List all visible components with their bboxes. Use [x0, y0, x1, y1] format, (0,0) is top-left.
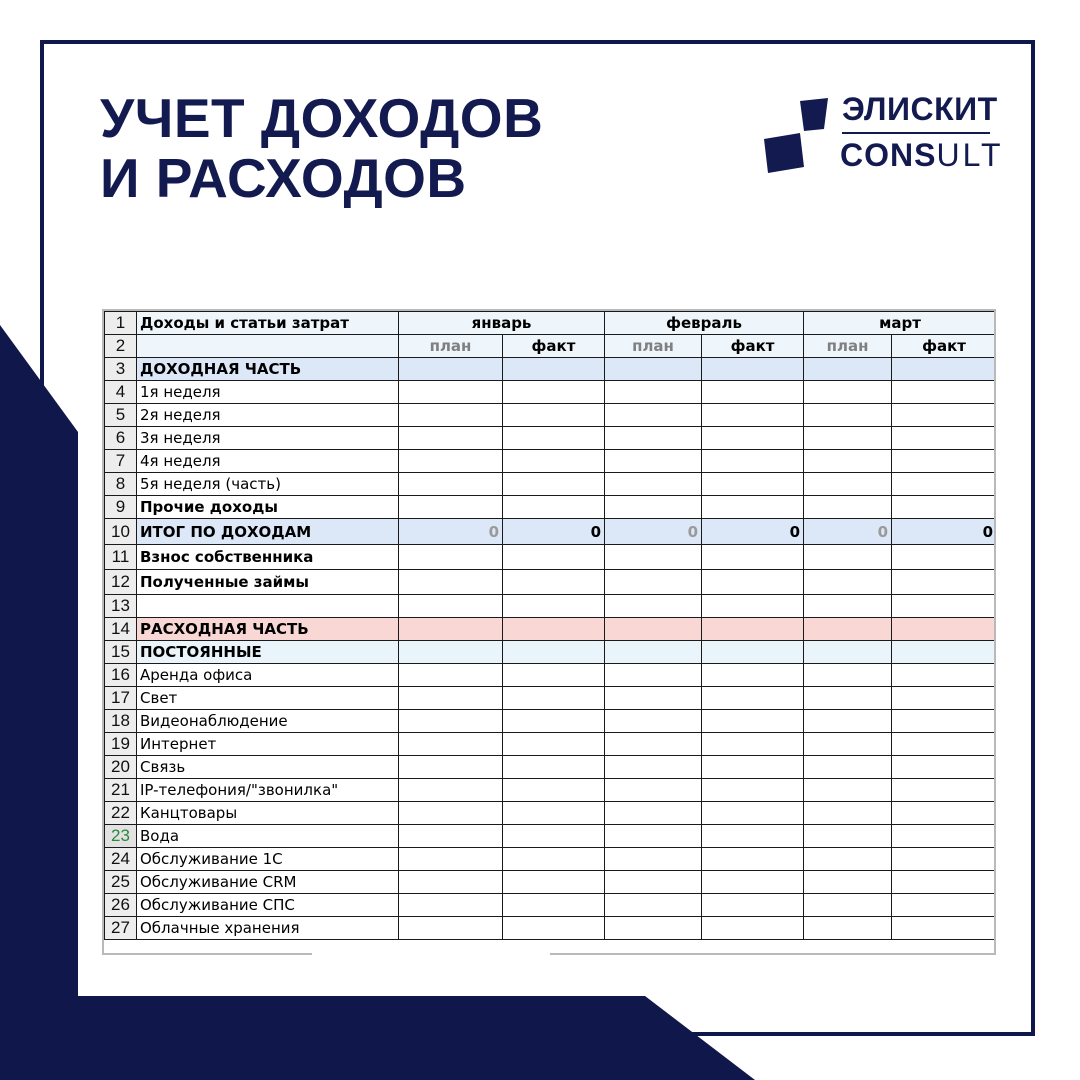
cell[interactable] [804, 779, 892, 802]
row-label[interactable]: 1я неделя [137, 381, 399, 404]
row-header[interactable]: 17 [105, 687, 137, 710]
cell[interactable] [503, 496, 605, 519]
row-header[interactable]: 12 [105, 570, 137, 595]
cell[interactable] [503, 664, 605, 687]
cell[interactable] [399, 450, 503, 473]
cell[interactable] [702, 894, 804, 917]
cell[interactable] [702, 570, 804, 595]
row-header[interactable]: 1 [105, 312, 137, 335]
cell[interactable] [892, 917, 996, 940]
cell[interactable] [503, 381, 605, 404]
table-row [105, 496, 997, 519]
cell[interactable] [892, 687, 996, 710]
table-row [105, 570, 997, 595]
row-header[interactable]: 22 [105, 802, 137, 825]
cell[interactable] [804, 710, 892, 733]
table-row [105, 710, 997, 733]
cell[interactable] [804, 756, 892, 779]
row-header[interactable]: 2 [105, 335, 137, 358]
row-label[interactable]: Облачные хранения [137, 917, 399, 940]
cell[interactable] [399, 710, 503, 733]
cell[interactable] [399, 894, 503, 917]
row-label[interactable]: Свет [137, 687, 399, 710]
cell[interactable] [892, 848, 996, 871]
table-row [105, 312, 997, 335]
cell[interactable] [605, 618, 702, 641]
cell[interactable] [702, 618, 804, 641]
cell[interactable] [605, 756, 702, 779]
cell[interactable] [503, 825, 605, 848]
cell[interactable] [399, 358, 503, 381]
cell[interactable] [804, 595, 892, 618]
row-header[interactable]: 8 [105, 473, 137, 496]
cell[interactable] [804, 473, 892, 496]
cell[interactable] [702, 427, 804, 450]
budget-table [104, 311, 996, 940]
cell[interactable] [804, 570, 892, 595]
cell[interactable] [605, 779, 702, 802]
cell[interactable] [503, 427, 605, 450]
cell[interactable] [137, 335, 399, 358]
row-label[interactable]: Обслуживание 1С [137, 848, 399, 871]
cell[interactable] [503, 848, 605, 871]
row-label[interactable]: 4я неделя [137, 450, 399, 473]
cell[interactable] [892, 570, 996, 595]
row-label[interactable]: Обслуживание CRM [137, 871, 399, 894]
plan-header[interactable]: план [605, 335, 702, 358]
cell[interactable] [399, 756, 503, 779]
table-row [105, 756, 997, 779]
row-header[interactable]: 21 [105, 779, 137, 802]
cell[interactable] [892, 427, 996, 450]
cell[interactable] [605, 641, 702, 664]
table-row [105, 519, 997, 545]
cell[interactable] [702, 496, 804, 519]
cell[interactable] [399, 848, 503, 871]
cell[interactable] [399, 871, 503, 894]
cell[interactable] [399, 641, 503, 664]
total-value-cell[interactable]: 0 [399, 519, 503, 545]
table-row [105, 894, 997, 917]
logo-mark-icon [760, 95, 830, 173]
row-label[interactable]: 5я неделя (часть) [137, 473, 399, 496]
row-label[interactable]: Видеонаблюдение [137, 710, 399, 733]
row-label[interactable]: Прочие доходы [137, 496, 399, 519]
cell[interactable] [399, 404, 503, 427]
row-header[interactable]: 10 [105, 519, 137, 545]
cell[interactable] [892, 756, 996, 779]
logo-text-bold: CONS [840, 137, 937, 173]
page-title-line2: И РАСХОДОВ [100, 147, 467, 209]
cell[interactable] [702, 450, 804, 473]
page-title-line1: УЧЕТ ДОХОДОВ [100, 87, 544, 149]
total-value-cell[interactable]: 0 [503, 519, 605, 545]
row-label[interactable]: Полученные займы [137, 570, 399, 595]
row-label[interactable]: Обслуживание СПС [137, 894, 399, 917]
row-header[interactable]: 7 [105, 450, 137, 473]
cell[interactable] [503, 545, 605, 570]
cell[interactable] [804, 848, 892, 871]
cell[interactable] [503, 595, 605, 618]
cell[interactable] [605, 496, 702, 519]
cell[interactable] [702, 756, 804, 779]
cell[interactable] [804, 641, 892, 664]
cell[interactable] [702, 664, 804, 687]
total-value-cell[interactable]: 0 [702, 519, 804, 545]
plan-header[interactable]: план [399, 335, 503, 358]
cell[interactable] [605, 473, 702, 496]
cell[interactable] [399, 595, 503, 618]
cell[interactable] [503, 450, 605, 473]
row-label[interactable]: Вода [137, 825, 399, 848]
cell[interactable] [892, 825, 996, 848]
cell[interactable] [804, 358, 892, 381]
company-logo [760, 91, 1004, 175]
cell[interactable] [892, 496, 996, 519]
table-row [105, 545, 997, 570]
cell[interactable] [702, 871, 804, 894]
cell[interactable] [702, 848, 804, 871]
total-value-cell[interactable]: 0 [605, 519, 702, 545]
cell[interactable] [892, 381, 996, 404]
row-header[interactable]: 20 [105, 756, 137, 779]
sheet-edge-gap [312, 951, 550, 955]
cell[interactable] [503, 641, 605, 664]
cell[interactable] [399, 427, 503, 450]
fact-header[interactable]: факт [892, 335, 996, 358]
cell[interactable] [605, 427, 702, 450]
cell[interactable] [804, 450, 892, 473]
cell[interactable] [804, 545, 892, 570]
cell[interactable] [503, 570, 605, 595]
cell[interactable] [399, 917, 503, 940]
row-label[interactable]: Канцтовары [137, 802, 399, 825]
cell[interactable] [399, 496, 503, 519]
cell[interactable] [804, 733, 892, 756]
cell[interactable] [503, 473, 605, 496]
table-row [105, 618, 997, 641]
total-value-cell[interactable]: 0 [804, 519, 892, 545]
cell[interactable] [605, 450, 702, 473]
cell[interactable] [399, 618, 503, 641]
cell[interactable] [892, 473, 996, 496]
cell[interactable] [605, 894, 702, 917]
cell[interactable] [892, 450, 996, 473]
cell[interactable] [702, 802, 804, 825]
cell[interactable] [892, 358, 996, 381]
cell[interactable] [605, 595, 702, 618]
cell[interactable] [503, 710, 605, 733]
row-header[interactable]: 3 [105, 358, 137, 381]
row-label[interactable] [137, 595, 399, 618]
cell[interactable] [605, 733, 702, 756]
row-header[interactable]: 25 [105, 871, 137, 894]
cell[interactable] [804, 825, 892, 848]
cell[interactable] [892, 802, 996, 825]
cell[interactable] [605, 710, 702, 733]
cell[interactable] [399, 664, 503, 687]
cell[interactable] [503, 802, 605, 825]
cell[interactable] [804, 871, 892, 894]
cell[interactable] [399, 825, 503, 848]
cell[interactable] [503, 733, 605, 756]
cell[interactable] [399, 687, 503, 710]
table-row [105, 335, 997, 358]
plan-header[interactable]: план [804, 335, 892, 358]
cell[interactable] [892, 595, 996, 618]
cell[interactable] [804, 427, 892, 450]
row-label[interactable]: Аренда офиса [137, 664, 399, 687]
table-row [105, 687, 997, 710]
cell[interactable] [702, 917, 804, 940]
logo-text-top: ЭЛИСКИТ [842, 91, 998, 127]
table-row [105, 427, 997, 450]
cell[interactable] [702, 358, 804, 381]
row-header[interactable]: 19 [105, 733, 137, 756]
logo-text-bottom [840, 137, 1004, 174]
cell[interactable] [702, 404, 804, 427]
cell[interactable] [892, 664, 996, 687]
cell[interactable] [605, 570, 702, 595]
row-header[interactable]: 27 [105, 917, 137, 940]
cell[interactable] [399, 570, 503, 595]
table-row [105, 779, 997, 802]
table-row [105, 595, 997, 618]
row-header[interactable]: 15 [105, 641, 137, 664]
row-header[interactable]: 18 [105, 710, 137, 733]
cell[interactable] [804, 618, 892, 641]
table-row [105, 802, 997, 825]
cell[interactable] [399, 381, 503, 404]
row-header[interactable]: 13 [105, 595, 137, 618]
row-header[interactable]: 6 [105, 427, 137, 450]
row-label[interactable]: 3я неделя [137, 427, 399, 450]
cell[interactable] [892, 733, 996, 756]
cell[interactable] [702, 641, 804, 664]
cell[interactable] [605, 825, 702, 848]
cell[interactable] [399, 779, 503, 802]
cell[interactable] [399, 473, 503, 496]
cell[interactable] [503, 404, 605, 427]
column-header-label[interactable]: Доходы и статьи затрат [137, 312, 399, 335]
cell[interactable] [503, 871, 605, 894]
row-label[interactable]: ИТОГ ПО ДОХОДАМ [137, 519, 399, 545]
cell[interactable] [702, 595, 804, 618]
row-header[interactable]: 9 [105, 496, 137, 519]
row-label[interactable]: ПОСТОЯННЫЕ [137, 641, 399, 664]
cell[interactable] [605, 917, 702, 940]
table-row [105, 381, 997, 404]
cell[interactable] [892, 545, 996, 570]
cell[interactable] [892, 404, 996, 427]
cell[interactable] [702, 825, 804, 848]
fact-header[interactable]: факт [702, 335, 804, 358]
table-row [105, 473, 997, 496]
fact-header[interactable]: факт [503, 335, 605, 358]
cell[interactable] [503, 894, 605, 917]
cell[interactable] [804, 404, 892, 427]
cell[interactable] [605, 848, 702, 871]
cell[interactable] [503, 618, 605, 641]
cell[interactable] [399, 545, 503, 570]
row-header[interactable]: 26 [105, 894, 137, 917]
cell[interactable] [804, 917, 892, 940]
page-title [100, 88, 543, 208]
table-row [105, 848, 997, 871]
cell[interactable] [702, 687, 804, 710]
month-header[interactable]: февраль [605, 312, 804, 335]
cell[interactable] [804, 381, 892, 404]
cell[interactable] [605, 802, 702, 825]
cell[interactable] [702, 779, 804, 802]
cell[interactable] [892, 779, 996, 802]
row-label[interactable]: ДОХОДНАЯ ЧАСТЬ [137, 358, 399, 381]
cell[interactable] [399, 733, 503, 756]
cell[interactable] [605, 358, 702, 381]
total-value-cell[interactable]: 0 [892, 519, 996, 545]
cell[interactable] [503, 687, 605, 710]
row-label[interactable]: Связь [137, 756, 399, 779]
cell[interactable] [605, 664, 702, 687]
table-row [105, 664, 997, 687]
row-header[interactable]: 24 [105, 848, 137, 871]
cell[interactable] [702, 473, 804, 496]
cell[interactable] [702, 381, 804, 404]
cell[interactable] [605, 687, 702, 710]
cell[interactable] [804, 664, 892, 687]
cell[interactable] [804, 894, 892, 917]
table-row [105, 917, 997, 940]
cell[interactable] [892, 641, 996, 664]
row-header[interactable]: 16 [105, 664, 137, 687]
cell[interactable] [503, 358, 605, 381]
row-header[interactable]: 14 [105, 618, 137, 641]
row-label[interactable]: Интернет [137, 733, 399, 756]
spreadsheet [102, 309, 996, 955]
cell[interactable] [605, 404, 702, 427]
row-header[interactable]: 4 [105, 381, 137, 404]
row-label[interactable]: Взнос собственника [137, 545, 399, 570]
cell[interactable] [399, 802, 503, 825]
cell[interactable] [503, 756, 605, 779]
row-label[interactable]: 2я неделя [137, 404, 399, 427]
table-row [105, 641, 997, 664]
row-header[interactable]: 23 [105, 825, 137, 848]
cell[interactable] [702, 545, 804, 570]
table-row [105, 358, 997, 381]
row-header[interactable]: 5 [105, 404, 137, 427]
cell[interactable] [892, 618, 996, 641]
logo-divider [842, 132, 990, 134]
cell[interactable] [605, 871, 702, 894]
cell[interactable] [804, 496, 892, 519]
cell[interactable] [702, 733, 804, 756]
cell[interactable] [605, 545, 702, 570]
table-row [105, 733, 997, 756]
month-header[interactable]: январь [399, 312, 605, 335]
table-row [105, 825, 997, 848]
month-header[interactable]: март [804, 312, 996, 335]
table-row [105, 450, 997, 473]
table-row [105, 404, 997, 427]
table-row [105, 871, 997, 894]
row-label[interactable]: IP-телефония/"звонилка" [137, 779, 399, 802]
row-label[interactable]: РАСХОДНАЯ ЧАСТЬ [137, 618, 399, 641]
cell[interactable] [503, 779, 605, 802]
cell[interactable] [605, 381, 702, 404]
cell[interactable] [702, 710, 804, 733]
cell[interactable] [892, 710, 996, 733]
cell[interactable] [503, 917, 605, 940]
cell[interactable] [892, 894, 996, 917]
logo-text-thin: ULT [936, 137, 1004, 173]
cell[interactable] [804, 802, 892, 825]
cell[interactable] [892, 871, 996, 894]
row-header[interactable]: 11 [105, 545, 137, 570]
cell[interactable] [804, 687, 892, 710]
